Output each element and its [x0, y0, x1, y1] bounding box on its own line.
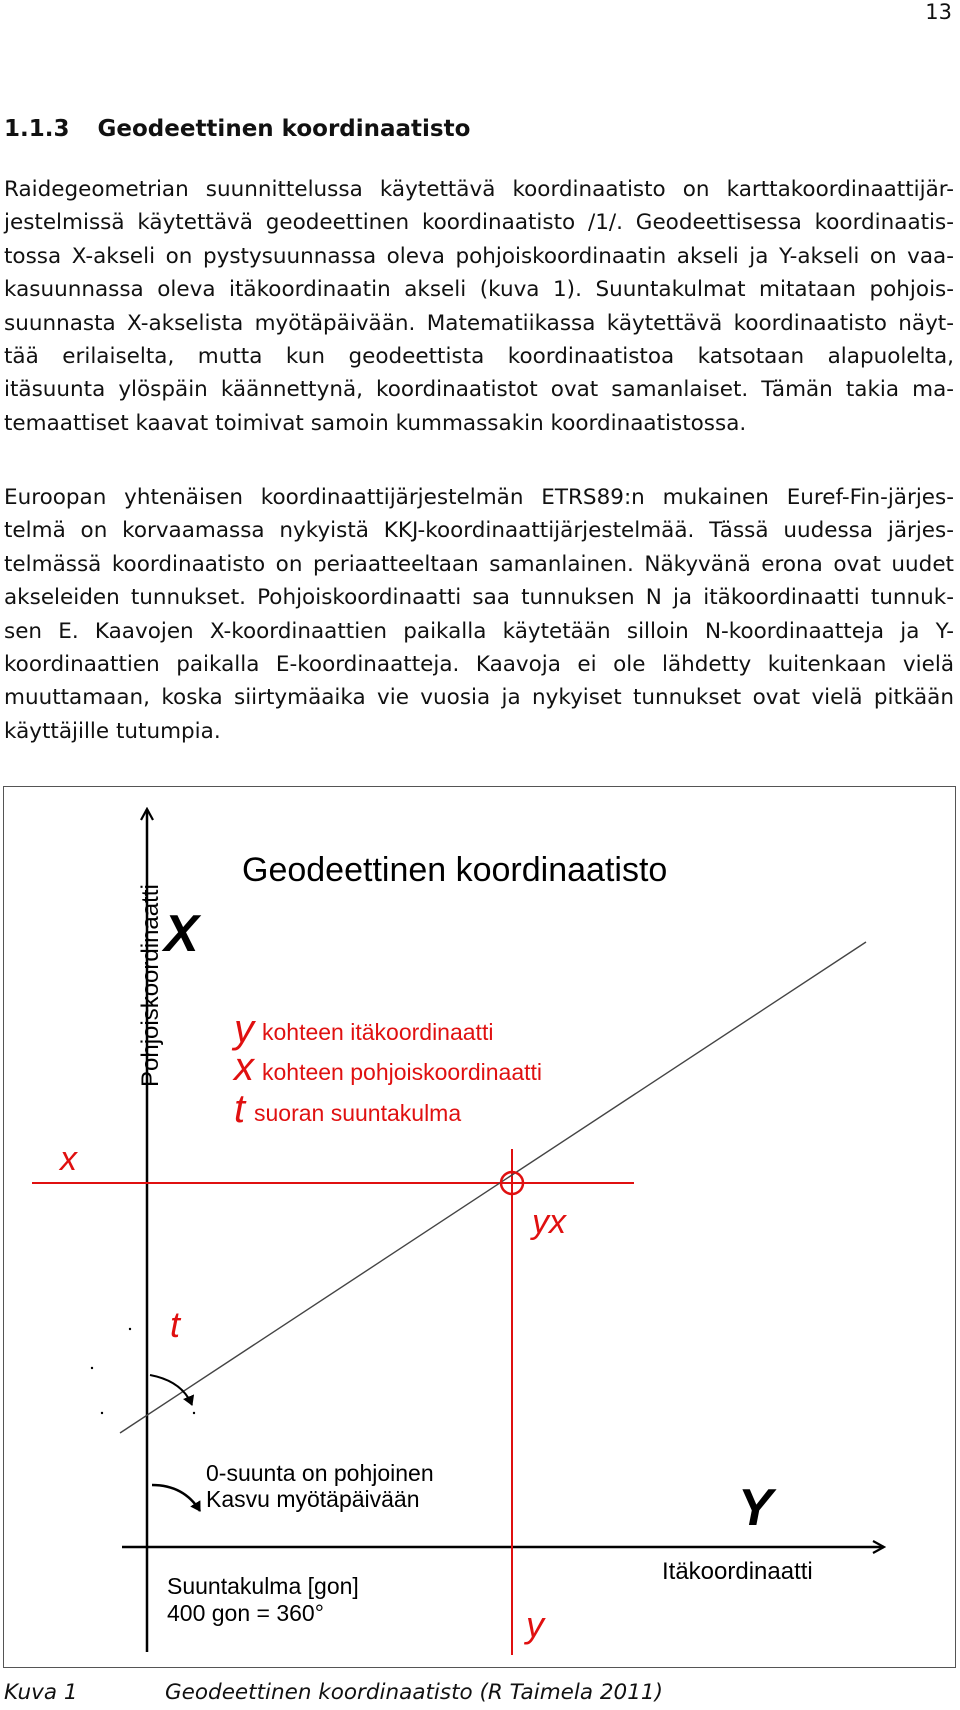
- vertical-axis-label: Pohjoiskoordinaatti: [137, 884, 164, 1087]
- figure-caption: [4, 1680, 663, 1705]
- paragraph-line: akseleiden tunnukset. Pohjoiskoordinaatti saa tunnuksen N ja itäkoordinaatti tunnuk-: [4, 585, 954, 611]
- paragraph-line: jestelmissä käytettävä geodeettinen koordinaatisto /1/. Geodeettisessa koordinaatis-: [4, 210, 954, 236]
- legend-symbol: x: [234, 1045, 254, 1089]
- paragraph-1: [4, 173, 954, 440]
- unit-note-line: 400 gon = 360°: [167, 1600, 324, 1626]
- direction-note-line: 0-suunta on pohjoinen: [206, 1460, 434, 1486]
- point-y-label: y: [526, 1604, 544, 1645]
- page-number: 13: [925, 0, 952, 24]
- y-axis-letter: Y: [738, 1479, 773, 1537]
- paragraph-line: itäsuunta ylöspäin käännettynä, koordinaatistot ovat samanlaiset. Tämän takia ma-: [4, 377, 954, 403]
- paragraph-line: kasuunnassa oleva itäkoordinaatin akseli (kuva 1). Suuntakulmat mitataan pohjois-: [4, 277, 954, 303]
- clockwise-arc: [152, 1485, 200, 1511]
- figure-frame: [3, 786, 956, 1668]
- horizontal-axis-label: Itäkoordinaatti: [662, 1558, 813, 1585]
- paragraph-line: suunnasta X-akselista myötäpäivään. Matematiikassa käytettävä koordinaatisto näyt-: [4, 310, 954, 336]
- legend-text: kohteen itäkoordinaatti: [262, 1019, 494, 1045]
- paragraph-line: Euroopan yhtenäisen koordinaattijärjestelmän ETRS89:n mukainen Euref-Fin-järjes-: [4, 485, 954, 510]
- unit-note-line: Suuntakulma [gon]: [167, 1573, 359, 1599]
- legend-text: suoran suuntakulma: [254, 1100, 462, 1126]
- dot: [129, 1328, 131, 1330]
- paragraph-line: käyttäjille tutumpia.: [4, 718, 221, 744]
- legend-text: kohteen pohjoiskoordinaatti: [262, 1059, 543, 1085]
- paragraph-line: tää erilaiselta, mutta kun geodeettista koordinaatistoa katsotaan alapuolelta,: [4, 344, 954, 370]
- paragraph-2: [4, 481, 954, 748]
- section-title: Geodeettinen koordinaatisto: [97, 116, 471, 142]
- coordinate-diagram: [4, 787, 955, 1667]
- paragraph-line: sen E. Kaavojen X-koordinaattien paikalla käytetään silloin N-koordinaatteja ja Y-: [4, 618, 954, 644]
- point-label: yx: [532, 1203, 566, 1241]
- x-axis-letter: X: [164, 905, 199, 963]
- caption-label: Kuva 1: [4, 1680, 78, 1705]
- paragraph-line: telmässä koordinaatisto on periaatteeltaan samanlainen. Näkyvänä erona ovat uudet: [4, 551, 954, 577]
- dot: [193, 1412, 195, 1414]
- dot: [91, 1367, 93, 1369]
- paragraph-line: koordinaattien paikalla E-koordinaatteja. Kaavoja ei ole lähdetty kuitenkaan vielä: [4, 652, 954, 678]
- paragraph-line: tossa X-akseli on pystysuunnassa oleva pohjoiskoordinaatin akseli ja Y-akseli on vaa-: [4, 243, 954, 269]
- legend-symbol: y: [234, 1007, 254, 1051]
- dot: [101, 1412, 103, 1414]
- paragraph-line: muuttamaan, koska siirtymäaika vie vuosia ja nykyiset tunnukset ovat vielä pitkään: [4, 685, 954, 711]
- point-x-label: x: [60, 1140, 77, 1178]
- angle-label: t: [170, 1304, 181, 1345]
- paragraph-line: Raidegeometrian suunnittelussa käytettävä koordinaatisto on karttakoordinaattijär-: [4, 177, 954, 202]
- paragraph-line: temaattiset kaavat toimivat samoin kummassakin koordinaatistossa.: [4, 410, 747, 436]
- section-number: 1.1.3: [4, 116, 70, 142]
- paragraph-line: telmä on korvaamassa nykyistä KKJ-koordinaattijärjestelmää. Tässä uudessa järjes-: [4, 518, 954, 544]
- section-heading: [4, 116, 470, 142]
- legend-symbol: t: [234, 1087, 246, 1131]
- direction-line: [120, 942, 866, 1433]
- figure-title: Geodeettinen koordinaatisto: [242, 851, 668, 889]
- direction-note-line: Kasvu myötäpäivään: [206, 1486, 420, 1512]
- caption-text: Geodeettinen koordinaatisto (R Taimela 2011): [165, 1680, 663, 1705]
